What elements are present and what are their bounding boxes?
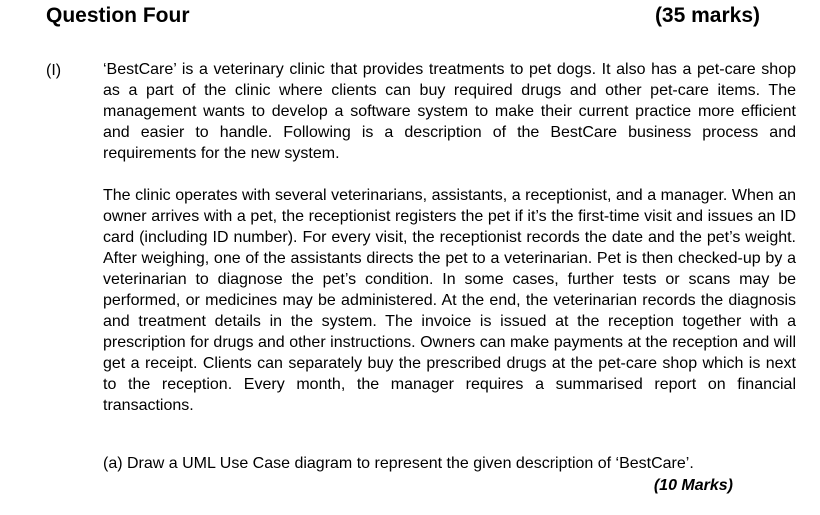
task-marks: (10 Marks) [653,477,733,494]
task-instruction: (a) Draw a UML Use Case diagram to represent the given description of ‘BestCare’. [103,455,694,472]
question-header [46,4,760,32]
process-paragraph: The clinic operates with several veterinarians, assistants, a receptionist, and a manager. When an owner arrives with a pet, the receptionist registers the pet if it’s the first-time visit and issues an ID card (including ID number). For every visit, the receptionist records the date and the pet’s weight. After weighing, one of the assistants directs the pet to a veterinarian. Pet is then checked-up by a veterinarian to diagnose the pet’s condition. In some cases, further tests or scans may be performed, or medicines may be administered. At the end, the veterinarian records the diagnosis and treatment details in the system. The invoice is issued at the reception together with a prescription for drugs and other instructions. Owners can make payments at the reception and will get a receipt. Clients can separately buy the prescribed drugs at the pet-care shop which is next to the reception. Every month, the manager requires a summarised report on financial transactions. [103,187,796,414]
intro-paragraph: ‘BestCare’ is a veterinary clinic that provides treatments to pet dogs. It also has a pet-care shop as a part of the clinic where clients can buy required drugs and other pet-care items. The management wants to develop a software system to make their current practice more efficient and easier to handle. Following is a description of the BestCare business process and requirements for the new system. [103,61,796,162]
question-title: Question Four [46,4,190,27]
question-marks: (35 marks) [654,4,760,27]
part-number: (I) [46,62,62,79]
